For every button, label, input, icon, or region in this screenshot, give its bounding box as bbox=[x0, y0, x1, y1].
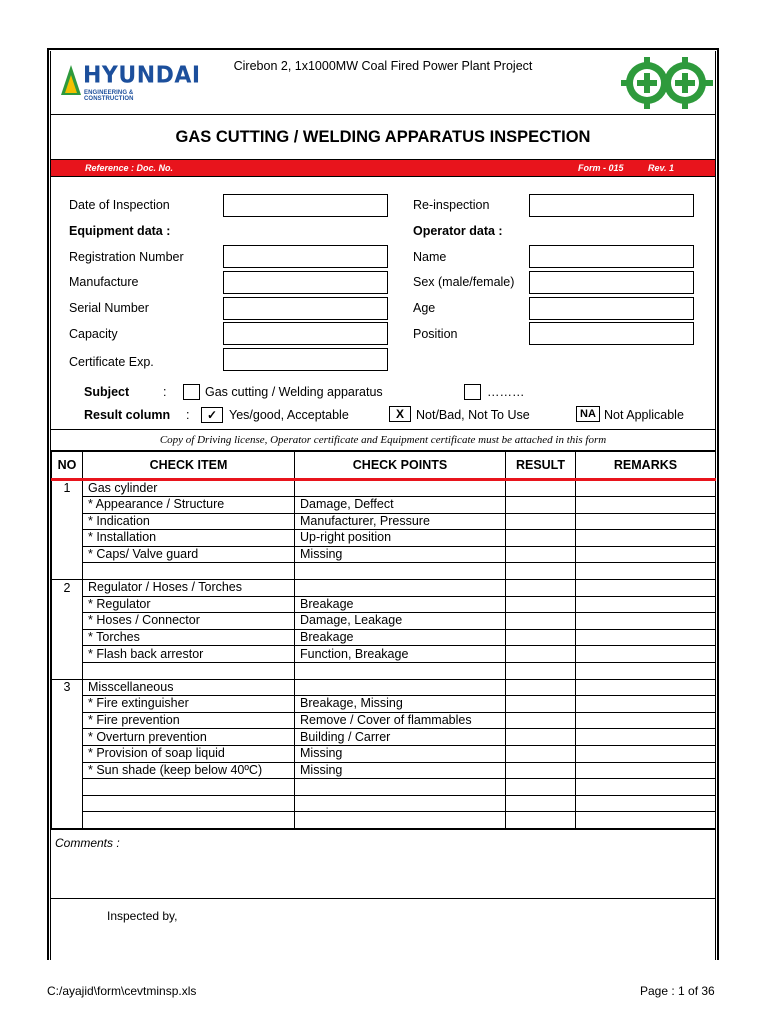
cell-remarks[interactable] bbox=[576, 795, 716, 812]
cell-check-item: * Flash back arrestor bbox=[83, 646, 295, 663]
cell-result[interactable] bbox=[506, 530, 576, 547]
cell-check-point: Damage, Deffect bbox=[295, 497, 506, 514]
cell-check-point: Breakage bbox=[295, 629, 506, 646]
cell-result[interactable] bbox=[506, 546, 576, 563]
label-position: Position bbox=[413, 327, 458, 341]
cell-no bbox=[52, 712, 83, 729]
sex-field[interactable] bbox=[529, 271, 694, 294]
table-row bbox=[52, 480, 716, 497]
project-name: Cirebon 2, 1x1000MW Coal Fired Power Plant Project bbox=[233, 59, 533, 73]
label-operator-data: Operator data : bbox=[413, 224, 503, 238]
cell-no bbox=[52, 613, 83, 630]
cell-result[interactable] bbox=[506, 812, 576, 829]
cell-check-point: Breakage, Missing bbox=[295, 696, 506, 713]
table-row bbox=[52, 662, 716, 679]
cell-check-point: Manufacturer, Pressure bbox=[295, 513, 506, 530]
label-name: Name bbox=[413, 250, 447, 264]
table-row bbox=[52, 745, 716, 762]
cell-remarks[interactable] bbox=[576, 762, 716, 779]
cell-check-item: Gas cylinder bbox=[83, 480, 295, 497]
revision: Rev. 1 bbox=[648, 163, 675, 173]
cell-result[interactable] bbox=[506, 762, 576, 779]
cell-remarks[interactable] bbox=[576, 646, 716, 663]
position-field[interactable] bbox=[529, 322, 694, 345]
table-row bbox=[52, 795, 716, 812]
cell-check-point: Missing bbox=[295, 745, 506, 762]
footer-page-number: Page : 1 of 36 bbox=[640, 984, 715, 998]
label-result-column: Result column bbox=[84, 408, 171, 422]
table-row bbox=[52, 563, 716, 580]
cell-result[interactable] bbox=[506, 712, 576, 729]
cell-no bbox=[52, 779, 83, 796]
subject-gas-cutting-checkbox[interactable] bbox=[183, 384, 200, 400]
cell-check-item: * Overturn prevention bbox=[83, 729, 295, 746]
cell-check-item bbox=[83, 779, 295, 796]
cell-remarks[interactable] bbox=[576, 679, 716, 696]
cell-result[interactable] bbox=[506, 795, 576, 812]
table-row bbox=[52, 712, 716, 729]
comments-area[interactable] bbox=[51, 829, 715, 899]
na-mark: NA bbox=[576, 406, 600, 422]
cell-result[interactable] bbox=[506, 779, 576, 796]
label-serial-number: Serial Number bbox=[69, 301, 149, 315]
name-field[interactable] bbox=[529, 245, 694, 268]
cell-result[interactable] bbox=[506, 579, 576, 596]
cell-check-item: * Indication bbox=[83, 513, 295, 530]
logo-triangle-inner-icon bbox=[65, 75, 77, 93]
cell-result[interactable] bbox=[506, 745, 576, 762]
cell-result[interactable] bbox=[506, 497, 576, 514]
attachment-note: Copy of Driving license, Operator certificate and Equipment certificate must be attached in this form bbox=[159, 434, 607, 446]
label-age: Age bbox=[413, 301, 436, 315]
cell-result[interactable] bbox=[506, 513, 576, 530]
cell-check-point: Up-right position bbox=[295, 530, 506, 547]
cell-remarks[interactable] bbox=[576, 480, 716, 497]
cell-result[interactable] bbox=[506, 696, 576, 713]
cell-check-point: Function, Breakage bbox=[295, 646, 506, 663]
cell-check-item: * Regulator bbox=[83, 596, 295, 613]
cell-check-item: * Provision of soap liquid bbox=[83, 745, 295, 762]
cell-remarks[interactable] bbox=[576, 613, 716, 630]
label-equipment-data: Equipment data : bbox=[69, 224, 171, 238]
cell-check-point bbox=[295, 679, 506, 696]
inspected-by-label: Inspected by, bbox=[107, 909, 178, 923]
subject-colon: : bbox=[163, 385, 167, 399]
cell-check-item bbox=[83, 563, 295, 580]
cell-remarks[interactable] bbox=[576, 513, 716, 530]
capacity-field[interactable] bbox=[223, 322, 388, 345]
table-row bbox=[52, 779, 716, 796]
check-table bbox=[51, 451, 716, 829]
cell-no bbox=[52, 563, 83, 580]
cell-check-item bbox=[83, 812, 295, 829]
table-row bbox=[52, 546, 716, 563]
table-row bbox=[52, 679, 716, 696]
cell-no bbox=[52, 530, 83, 547]
cell-check-item: * Caps/ Valve guard bbox=[83, 546, 295, 563]
table-row bbox=[52, 762, 716, 779]
cell-no bbox=[52, 745, 83, 762]
label-registration-number: Registration Number bbox=[69, 250, 184, 264]
col-header-check-item: CHECK ITEM bbox=[83, 452, 295, 480]
serial-number-field[interactable] bbox=[223, 297, 388, 320]
cell-no bbox=[52, 795, 83, 812]
cell-remarks[interactable] bbox=[576, 530, 716, 547]
cell-remarks[interactable] bbox=[576, 596, 716, 613]
attachment-note-band bbox=[51, 429, 715, 451]
col-header-no: NO bbox=[52, 452, 83, 480]
table-row bbox=[52, 696, 716, 713]
comments-label: Comments : bbox=[55, 836, 120, 850]
cell-check-item: * Fire extinguisher bbox=[83, 696, 295, 713]
cell-check-point bbox=[295, 812, 506, 829]
table-row bbox=[52, 629, 716, 646]
cell-remarks[interactable] bbox=[576, 662, 716, 679]
cell-check-item: * Installation bbox=[83, 530, 295, 547]
cell-check-point: Breakage bbox=[295, 596, 506, 613]
table-row bbox=[52, 596, 716, 613]
cell-check-item: * Torches bbox=[83, 629, 295, 646]
cell-check-item bbox=[83, 662, 295, 679]
cell-check-point bbox=[295, 563, 506, 580]
age-field[interactable] bbox=[529, 297, 694, 320]
cell-check-item: * Fire prevention bbox=[83, 712, 295, 729]
col-header-result: RESULT bbox=[506, 452, 576, 480]
table-header-row bbox=[52, 452, 716, 480]
check-mark-icon: ✓ bbox=[201, 407, 223, 423]
cell-remarks[interactable] bbox=[576, 779, 716, 796]
cell-check-point: Damage, Leakage bbox=[295, 613, 506, 630]
cell-remarks[interactable] bbox=[576, 729, 716, 746]
cell-check-item: * Appearance / Structure bbox=[83, 497, 295, 514]
cell-no bbox=[52, 546, 83, 563]
table-row bbox=[52, 513, 716, 530]
table-row bbox=[52, 579, 716, 596]
legend-bad: Not/Bad, Not To Use bbox=[416, 408, 530, 422]
cell-check-point bbox=[295, 779, 506, 796]
result-column-colon: : bbox=[186, 408, 190, 422]
label-sex: Sex (male/female) bbox=[413, 275, 515, 289]
cell-check-item: Regulator / Hoses / Torches bbox=[83, 579, 295, 596]
subject-gas-cutting-label: Gas cutting / Welding apparatus bbox=[205, 385, 383, 399]
cell-result[interactable] bbox=[506, 596, 576, 613]
cell-check-item: * Sun shade (keep below 40ºC) bbox=[83, 762, 295, 779]
cell-check-item: * Hoses / Connector bbox=[83, 613, 295, 630]
legend-good: Yes/good, Acceptable bbox=[229, 408, 349, 422]
label-manufacture: Manufacture bbox=[69, 275, 139, 289]
subject-other-label: ……… bbox=[487, 385, 525, 399]
cell-check-point: Building / Carrer bbox=[295, 729, 506, 746]
cell-check-point bbox=[295, 480, 506, 497]
cell-check-point bbox=[295, 795, 506, 812]
cell-no: 3 bbox=[52, 679, 83, 696]
safety-gears-logo-icon bbox=[619, 55, 715, 111]
cell-result[interactable] bbox=[506, 613, 576, 630]
logo-brand: HYUNDAI bbox=[83, 62, 201, 89]
label-certificate-exp: Certificate Exp. bbox=[69, 355, 154, 369]
cell-result[interactable] bbox=[506, 646, 576, 663]
cell-no bbox=[52, 513, 83, 530]
subject-other-checkbox[interactable] bbox=[464, 384, 481, 400]
cell-check-item: Misscellaneous bbox=[83, 679, 295, 696]
cell-no bbox=[52, 762, 83, 779]
label-re-inspection: Re-inspection bbox=[413, 198, 490, 212]
cell-result[interactable] bbox=[506, 629, 576, 646]
legend-na: Not Applicable bbox=[604, 408, 684, 422]
cell-no bbox=[52, 646, 83, 663]
cell-result[interactable] bbox=[506, 662, 576, 679]
cell-result[interactable] bbox=[506, 563, 576, 580]
cell-no bbox=[52, 729, 83, 746]
form-number: Form - 015 bbox=[578, 163, 624, 173]
manufacture-field[interactable] bbox=[223, 271, 388, 294]
cell-result[interactable] bbox=[506, 679, 576, 696]
cell-remarks[interactable] bbox=[576, 497, 716, 514]
cell-check-point: Missing bbox=[295, 546, 506, 563]
cell-check-point: Remove / Cover of flammables bbox=[295, 712, 506, 729]
title-band bbox=[51, 115, 715, 160]
table-row bbox=[52, 729, 716, 746]
cell-remarks[interactable] bbox=[576, 696, 716, 713]
cell-remarks[interactable] bbox=[576, 546, 716, 563]
cell-remarks[interactable] bbox=[576, 629, 716, 646]
reference-bar bbox=[51, 160, 715, 177]
label-capacity: Capacity bbox=[69, 327, 118, 341]
date-of-inspection-field[interactable] bbox=[223, 194, 388, 217]
re-inspection-field[interactable] bbox=[529, 194, 694, 217]
cell-remarks[interactable] bbox=[576, 579, 716, 596]
col-header-check-points: CHECK POINTS bbox=[295, 452, 506, 480]
cell-no bbox=[52, 812, 83, 829]
logo-brand-sub: ENGINEERING & CONSTRUCTION bbox=[84, 90, 134, 102]
label-subject: Subject bbox=[84, 385, 130, 399]
cell-no bbox=[52, 497, 83, 514]
table-row bbox=[52, 646, 716, 663]
cell-no: 2 bbox=[52, 579, 83, 596]
table-row bbox=[52, 613, 716, 630]
reference-doc-no: Reference : Doc. No. bbox=[85, 163, 174, 173]
cell-remarks[interactable] bbox=[576, 745, 716, 762]
table-row bbox=[52, 497, 716, 514]
certificate-exp-field[interactable] bbox=[223, 348, 388, 371]
cell-no bbox=[52, 662, 83, 679]
table-row bbox=[52, 530, 716, 547]
cell-no bbox=[52, 629, 83, 646]
cell-no bbox=[52, 596, 83, 613]
cell-check-item bbox=[83, 795, 295, 812]
table-row bbox=[52, 812, 716, 829]
cell-remarks[interactable] bbox=[576, 712, 716, 729]
footer-file-path: C:/ayajid\form\cevtminsp.xls bbox=[47, 984, 197, 998]
cell-remarks[interactable] bbox=[576, 812, 716, 829]
x-mark-icon: X bbox=[389, 406, 411, 422]
col-header-remarks: REMARKS bbox=[576, 452, 716, 480]
cell-no: 1 bbox=[52, 480, 83, 497]
cell-result[interactable] bbox=[506, 729, 576, 746]
form-title: GAS CUTTING / WELDING APPARATUS INSPECTION bbox=[175, 128, 591, 146]
cell-check-point bbox=[295, 662, 506, 679]
form-header bbox=[51, 51, 715, 115]
registration-number-field[interactable] bbox=[223, 245, 388, 268]
cell-no bbox=[52, 696, 83, 713]
cell-remarks[interactable] bbox=[576, 563, 716, 580]
cell-check-point: Missing bbox=[295, 762, 506, 779]
label-date-of-inspection: Date of Inspection bbox=[69, 198, 170, 212]
cell-result[interactable] bbox=[506, 480, 576, 497]
cell-check-point bbox=[295, 579, 506, 596]
